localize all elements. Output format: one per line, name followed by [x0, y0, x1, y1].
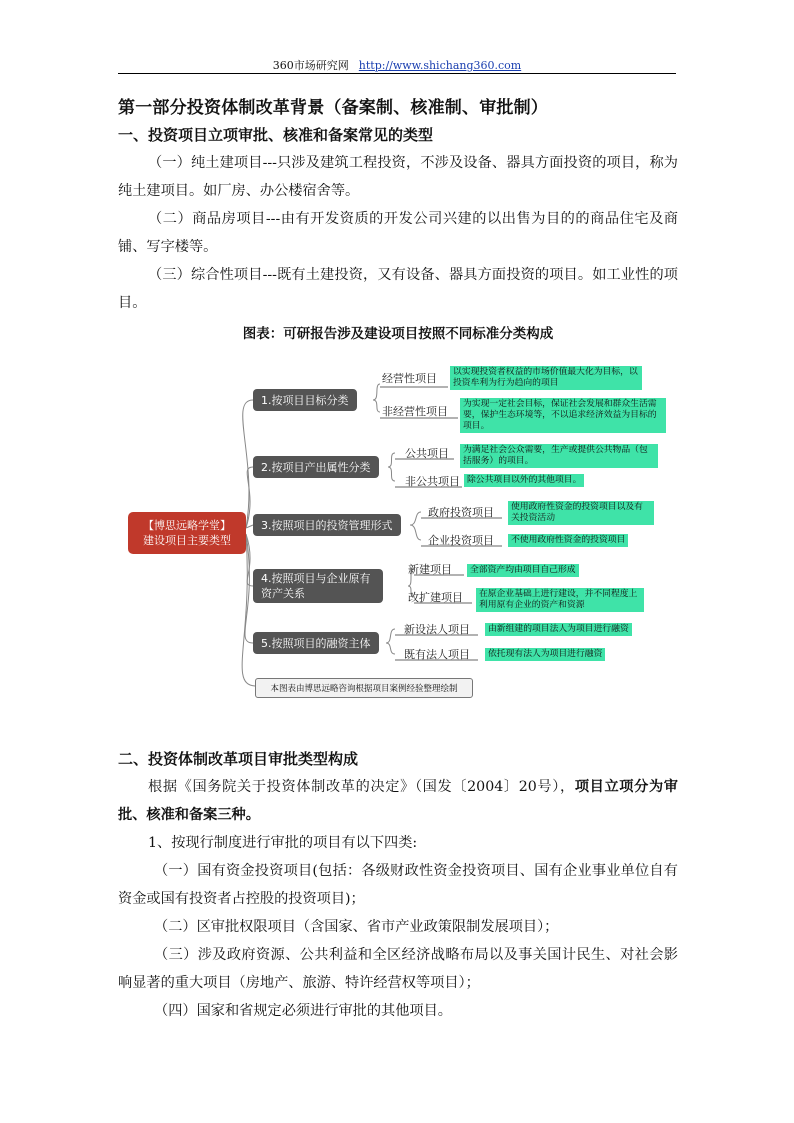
note-enterprise-investment: 不使用政府性资金的投资项目 — [508, 534, 628, 547]
note-operating: 以实现投资者权益的市场价值最大化为目标，以投资牟利为行为趋向的项目 — [450, 366, 642, 390]
root-title: 【博思远略学堂】 — [143, 519, 231, 532]
note-new-legal-entity: 由新组建的项目法人为项目进行融资 — [485, 623, 632, 636]
mindmap-caption: 本图表由博思远略咨询根据项目案例经验整理绘制 — [255, 678, 473, 698]
part1-title: 第一部分投资体制改革背景（备案制、核准制、审批制） — [118, 98, 548, 118]
connector-branch-5 — [245, 534, 253, 643]
note-existing-legal-entity: 依托现有法人为项目进行融资 — [485, 648, 605, 661]
header-rule — [118, 73, 676, 74]
note-nonoperating: 为实现一定社会目标，保证社会发展和群众生活需要，保护生态环境等，不以追求经济效益为目标的项目。 — [460, 398, 666, 433]
note-public: 为满足社会公众需要，生产或提供公共物品（包括服务）的项目。 — [460, 444, 658, 468]
part2-section — [118, 745, 678, 1025]
subheading-types: 一、投资项目立项审批、核准和备案常见的类型 — [118, 126, 434, 144]
note-nonpublic: 除公共项目以外的其他项目。 — [464, 474, 584, 487]
figure-title: 图表：可研报告涉及建设项目按照不同标准分类构成 — [242, 326, 554, 342]
branch-asset: 4.按照项目与企业原有资产关系 — [253, 569, 383, 603]
list-item: （四）国家和省规定必须进行审批的其他项目。 — [154, 1003, 452, 1019]
decision-emphasis: 项目立项分为审批、核准和备案三种。 — [118, 779, 678, 823]
part1-section — [118, 95, 678, 347]
leaf-expansion: 改扩建项目 — [408, 591, 463, 604]
leaf-public: 公共项目 — [405, 447, 449, 460]
branch-output: 2.按项目产出属性分类 — [253, 456, 379, 478]
paragraph-decision — [118, 773, 678, 829]
leaf-nonoperating: 非经营性项目 — [382, 405, 448, 418]
list-item: （二）区审批权限项目（含国家、省市产业政策限制发展项目）； — [154, 919, 559, 935]
list-item: （一）国有资金投资项目(包括：各级财政性资金投资项目、国有企业事业单位自有资金或国有投资者占控股的投资项目)； — [118, 863, 678, 907]
list-item: （三）涉及政府资源、公共利益和全区经济战略布局以及事关国计民生、对社会影响显著的重大项目（房地产、旅游、特许经营权等项目）； — [118, 947, 678, 991]
leaf-new-build: 新建项目 — [408, 563, 452, 576]
decision-text: 根据《国务院关于投资体制改革的决定》（国发〔2004〕20号）， — [148, 779, 575, 795]
leaf-nonpublic: 非公共项目 — [405, 475, 460, 488]
connector-branch-1 — [243, 400, 253, 528]
root-subtitle: 建设项目主要类型 — [143, 534, 231, 547]
leaf-new-legal-entity: 新设法人项目 — [404, 623, 470, 636]
page-header — [0, 57, 794, 73]
branch-management: 3.按照项目的投资管理形式 — [253, 514, 401, 536]
leaf-existing-legal-entity: 既有法人项目 — [404, 648, 470, 661]
site-name: 360市场研究网 — [272, 59, 349, 72]
paragraph-four-types: 1、按现行制度进行审批的项目有以下四类: — [148, 835, 418, 851]
mindmap-root — [128, 512, 246, 554]
approval-list — [118, 857, 678, 1025]
paragraph-civil: （一）纯土建项目---只涉及建筑工程投资，不涉及设备、器具方面投资的项目，称为纯土建项目。如厂房、办公楼宿舍等。 — [118, 155, 678, 199]
leaf-enterprise-investment: 企业投资项目 — [428, 534, 494, 547]
branch-target: 1.按项目目标分类 — [253, 389, 357, 411]
leaf-government-investment: 政府投资项目 — [428, 506, 494, 519]
note-expansion: 在原企业基础上进行建设，并不同程度上利用原有企业的资产和资源 — [476, 588, 644, 612]
branch-financing: 5.按照项目的融资主体 — [253, 632, 379, 654]
leaf-operating: 经营性项目 — [382, 372, 437, 385]
paragraph-housing: （二）商品房项目---由有开发资质的开发公司兴建的以出售为目的的商品住宅及商铺、写字楼等。 — [118, 211, 678, 255]
note-government-investment: 使用政府性资金的投资项目以及有关投资活动 — [508, 501, 654, 525]
note-new-build: 全部资产均由项目自己形成 — [467, 564, 579, 577]
site-url-link[interactable]: http://www.shichang360.com — [358, 59, 522, 72]
subheading-approval-types: 二、投资体制改革项目审批类型构成 — [118, 750, 359, 768]
paragraph-comprehensive: （三）综合性项目---既有土建投资，又有设备、器具方面投资的项目。如工业性的项目。 — [118, 267, 678, 311]
mindmap-diagram — [118, 360, 678, 705]
